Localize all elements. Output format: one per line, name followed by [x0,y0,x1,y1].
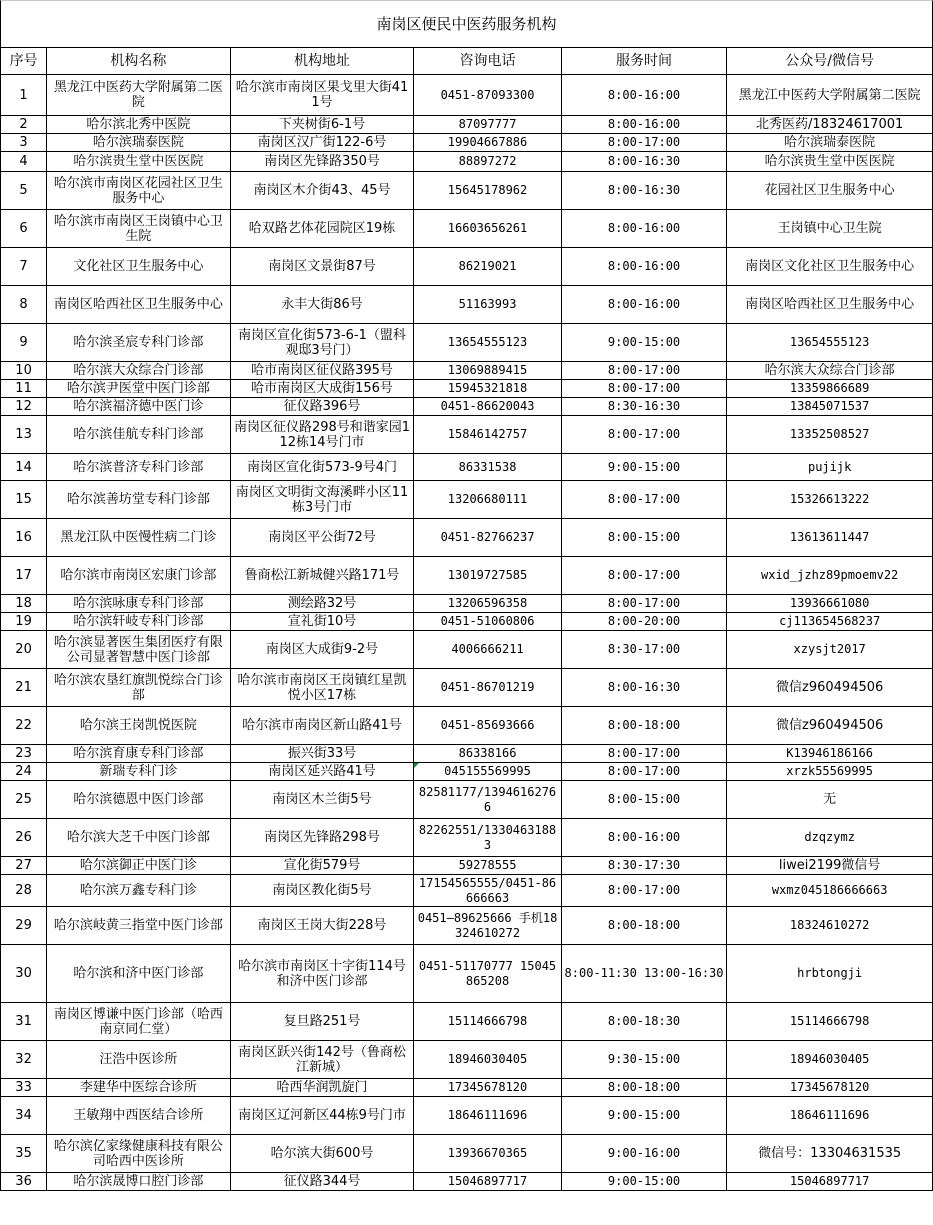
cell-address[interactable]: 振兴街33号 [230,745,414,763]
cell-index[interactable]: 29 [1,907,47,945]
cell-hours[interactable]: 8:00-17:00 [561,595,727,613]
cell-phone[interactable]: 15114666798 [414,1003,561,1041]
table-row [1,907,933,945]
table-row [1,248,933,286]
cell-name[interactable]: 哈尔滨和济中医门诊部 [47,945,231,1003]
cell-phone[interactable]: 18946030405 [414,1041,561,1079]
table-row [1,819,933,857]
cell-hours[interactable]: 8:00-17:00 [561,763,727,781]
cell-name[interactable]: 哈尔滨善坊堂专科门诊部 [47,481,231,519]
cell-index[interactable]: 34 [1,1097,47,1135]
cell-phone[interactable]: 82581177/13946162766 [414,781,561,819]
table-row [1,707,933,745]
cell-address[interactable]: 鲁商松江新城健兴路171号 [230,557,414,595]
cell-name[interactable]: 文化社区卫生服务中心 [47,248,231,286]
cell-index[interactable]: 4 [1,152,47,172]
cell-phone[interactable]: 86219021 [414,248,561,286]
cell-address[interactable]: 南岗区平公街72号 [230,519,414,557]
cell-address[interactable]: 哈尔滨市南岗区新山路41号 [230,707,414,745]
cell-hours[interactable]: 9:00-15:00 [561,454,727,481]
table-row [1,1079,933,1097]
cell-phone[interactable]: 0451-86701219 [414,669,561,707]
cell-index[interactable]: 10 [1,362,47,380]
cell-address[interactable]: 南岗区教化街5号 [230,875,414,907]
cell-name[interactable]: 黑龙江队中医慢性病二门诊 [47,519,231,557]
cell-wechat[interactable]: 微信号：13304631535 [727,1135,933,1173]
table-row [1,1003,933,1041]
cell-index[interactable]: 12 [1,398,47,416]
cell-phone[interactable]: 0451-82766237 [414,519,561,557]
cell-address[interactable]: 复旦路251号 [230,1003,414,1041]
cell-name[interactable]: 南岗区博谦中医门诊部（哈西南京同仁堂） [47,1003,231,1041]
cell-address[interactable]: 南岗区宣化街573-6-1（盟科观邸3号门） [230,324,414,362]
cell-address[interactable]: 哈双路艺体花园院区19栋 [230,210,414,248]
cell-address[interactable]: 南岗区大成街9-2号 [230,631,414,669]
cell-address[interactable]: 南岗区先锋路298号 [230,819,414,857]
cell-wechat[interactable]: 17345678120 [727,1079,933,1097]
cell-hours[interactable]: 8:00-15:00 [561,781,727,819]
cell-wechat[interactable]: 13352508527 [727,416,933,454]
institution-table [0,47,933,1191]
cell-index[interactable]: 11 [1,380,47,398]
cell-wechat[interactable]: liwei2199微信号 [727,857,933,875]
cell-address[interactable]: 南岗区文景街87号 [230,248,414,286]
cell-name[interactable]: 哈尔滨市南岗区宏康门诊部 [47,557,231,595]
cell-phone[interactable]: 86338166 [414,745,561,763]
cell-name[interactable]: 哈尔滨御正中医门诊 [47,857,231,875]
cell-hours[interactable]: 8:00-15:00 [561,519,727,557]
cell-index[interactable]: 22 [1,707,47,745]
cell-phone[interactable]: 17154565555/0451-86666663 [414,875,561,907]
table-row [1,875,933,907]
cell-name[interactable]: 哈尔滨大芝千中医门诊部 [47,819,231,857]
cell-index[interactable]: 36 [1,1173,47,1191]
cell-index[interactable]: 32 [1,1041,47,1079]
cell-wechat[interactable]: wxid_jzhz89pmoemv22 [727,557,933,595]
table-row [1,1173,933,1191]
table-row [1,745,933,763]
cell-wechat[interactable]: dzqzymz [727,819,933,857]
cell-hours[interactable]: 8:00-16:00 [561,210,727,248]
cell-index[interactable]: 27 [1,857,47,875]
cell-phone[interactable]: 13069889415 [414,362,561,380]
table-row [1,116,933,134]
cell-index[interactable]: 3 [1,134,47,152]
cell-wechat[interactable]: 北秀医药/18324617001 [727,116,933,134]
cell-name[interactable]: 哈尔滨岐黄三指堂中医门诊部 [47,907,231,945]
cell-index[interactable]: 2 [1,116,47,134]
cell-phone[interactable]: 82262551/13304631883 [414,819,561,857]
cell-phone[interactable]: 88897272 [414,152,561,172]
cell-address[interactable]: 哈尔滨市南岗区果戈里大街411号 [230,75,414,116]
cell-wechat[interactable]: wxmz045186666663 [727,875,933,907]
cell-address[interactable]: 南岗区宣化街573-9号4门 [230,454,414,481]
header-index[interactable]: 序号 [1,48,47,75]
cell-hours[interactable]: 9:30-15:00 [561,1041,727,1079]
cell-index[interactable]: 9 [1,324,47,362]
cell-name[interactable]: 哈尔滨亿家缘健康科技有限公司哈西中医诊所 [47,1135,231,1173]
cell-name[interactable]: 南岗区哈西社区卫生服务中心 [47,286,231,324]
cell-index[interactable]: 35 [1,1135,47,1173]
cell-phone[interactable]: 0451-51170777 15045865208 [414,945,561,1003]
cell-index[interactable]: 16 [1,519,47,557]
cell-wechat[interactable]: xrzk55569995 [727,763,933,781]
table-row [1,669,933,707]
header-address[interactable]: 机构地址 [230,48,414,75]
cell-wechat[interactable]: 13359866689 [727,380,933,398]
cell-name[interactable]: 汪浩中医诊所 [47,1041,231,1079]
table-row [1,781,933,819]
cell-index[interactable]: 20 [1,631,47,669]
cell-hours[interactable]: 8:00-16:00 [561,286,727,324]
header-hours[interactable]: 服务时间 [561,48,727,75]
cell-wechat[interactable]: 18324610272 [727,907,933,945]
cell-address[interactable]: 南岗区木介街43、45号 [230,172,414,210]
cell-hours[interactable]: 8:30-17:00 [561,631,727,669]
cell-index[interactable]: 15 [1,481,47,519]
table-row [1,613,933,631]
cell-wechat[interactable]: 13936661080 [727,595,933,613]
cell-index[interactable]: 13 [1,416,47,454]
cell-address[interactable]: 下夹树街6-1号 [230,116,414,134]
cell-address[interactable]: 南岗区汉广街122-6号 [230,134,414,152]
cell-wechat[interactable]: 15046897717 [727,1173,933,1191]
cell-name[interactable]: 哈尔滨普济专科门诊部 [47,454,231,481]
cell-hours[interactable]: 8:00-17:00 [561,745,727,763]
table-row [1,75,933,116]
cell-index[interactable]: 25 [1,781,47,819]
cell-name[interactable]: 哈尔滨万鑫专科门诊 [47,875,231,907]
cell-name[interactable]: 哈尔滨咏康专科门诊部 [47,595,231,613]
table-row [1,481,933,519]
cell-phone[interactable]: 18646111696 [414,1097,561,1135]
cell-hours[interactable]: 9:00-15:00 [561,1173,727,1191]
cell-wechat[interactable]: 哈尔滨瑞泰医院 [727,134,933,152]
cell-phone[interactable]: 0451-85693666 [414,707,561,745]
cell-name[interactable]: 哈尔滨德恩中医门诊部 [47,781,231,819]
cell-wechat[interactable]: 13613611447 [727,519,933,557]
cell-address[interactable]: 永丰大街86号 [230,286,414,324]
cell-address[interactable]: 哈尔滨市南岗区王岗镇红星凯悦小区17栋 [230,669,414,707]
cell-phone[interactable]: 16603656261 [414,210,561,248]
cell-name[interactable]: 哈尔滨晟博口腔门诊部 [47,1173,231,1191]
cell-name[interactable]: 哈尔滨王岗凯悦医院 [47,707,231,745]
cell-address[interactable]: 哈尔滨大街600号 [230,1135,414,1173]
cell-phone[interactable]: 87097777 [414,116,561,134]
cell-phone[interactable]: 19904667886 [414,134,561,152]
cell-wechat[interactable]: 南岗区哈西社区卫生服务中心 [727,286,933,324]
cell-hours[interactable]: 9:00-15:00 [561,1097,727,1135]
cell-hours[interactable]: 8:00-17:00 [561,557,727,595]
cell-index[interactable]: 5 [1,172,47,210]
table-row [1,519,933,557]
cell-wechat[interactable]: 15114666798 [727,1003,933,1041]
table-row [1,454,933,481]
cell-name[interactable]: 哈尔滨北秀中医院 [47,116,231,134]
header-row [1,48,933,75]
table-row [1,857,933,875]
table-row [1,1135,933,1173]
cell-address[interactable]: 南岗区先锋路350号 [230,152,414,172]
table-row [1,631,933,669]
cell-wechat[interactable]: xzysjt2017 [727,631,933,669]
cell-wechat[interactable]: 13654555123 [727,324,933,362]
cell-hours[interactable]: 8:00-20:00 [561,613,727,631]
cell-hours[interactable]: 9:00-15:00 [561,324,727,362]
cell-name[interactable]: 哈尔滨大众综合门诊部 [47,362,231,380]
table-row [1,1041,933,1079]
cell-wechat[interactable]: 王岗镇中心卫生院 [727,210,933,248]
cell-address[interactable]: 征仪路396号 [230,398,414,416]
cell-address[interactable]: 哈尔滨市南岗区十字街114号 和济中医门诊部 [230,945,414,1003]
cell-index[interactable]: 23 [1,745,47,763]
cell-wechat[interactable]: 花园社区卫生服务中心 [727,172,933,210]
cell-address[interactable]: 宣化街579号 [230,857,414,875]
cell-hours[interactable]: 8:00-16:00 [561,75,727,116]
cell-phone[interactable]: 4006666211 [414,631,561,669]
cell-index[interactable]: 18 [1,595,47,613]
header-name[interactable]: 机构名称 [47,48,231,75]
cell-name[interactable]: 哈尔滨市南岗区王岗镇中心卫生院 [47,210,231,248]
table-row [1,152,933,172]
table-row [1,398,933,416]
table-row [1,210,933,248]
cell-wechat[interactable]: 18946030405 [727,1041,933,1079]
cell-address[interactable]: 南岗区木兰街5号 [230,781,414,819]
cell-index[interactable]: 7 [1,248,47,286]
cell-name[interactable]: 李建华中医综合诊所 [47,1079,231,1097]
cell-hours[interactable]: 8:00-17:00 [561,481,727,519]
table-body [1,75,933,1191]
cell-hours[interactable]: 8:00-17:00 [561,362,727,380]
table-row [1,362,933,380]
cell-name[interactable]: 哈尔滨市南岗区花园社区卫生服务中心 [47,172,231,210]
cell-phone[interactable]: 86331538 [414,454,561,481]
cell-hours[interactable]: 8:00-16:00 [561,819,727,857]
cell-phone[interactable]: 045155569995 [414,763,561,781]
header-phone[interactable]: 咨询电话 [414,48,561,75]
cell-name[interactable]: 哈尔滨农垦红旗凯悦综合门诊部 [47,669,231,707]
cell-phone[interactable]: 51163993 [414,286,561,324]
cell-name[interactable]: 新瑞专科门诊 [47,763,231,781]
cell-index[interactable]: 26 [1,819,47,857]
cell-wechat[interactable]: hrbtongji [727,945,933,1003]
cell-address[interactable]: 测绘路32号 [230,595,414,613]
cell-phone[interactable]: 0451-87093300 [414,75,561,116]
cell-address[interactable]: 征仪路344号 [230,1173,414,1191]
cell-address[interactable]: 哈西华润凯旋门 [230,1079,414,1097]
table-row [1,380,933,398]
cell-index[interactable]: 31 [1,1003,47,1041]
cell-phone[interactable]: 0451-51060806 [414,613,561,631]
cell-address[interactable]: 南岗区征仪路298号和谐家园112栋14号门市 [230,416,414,454]
cell-wechat[interactable]: 南岗区文化社区卫生服务中心 [727,248,933,286]
cell-address[interactable]: 哈市南岗区征仪路395号 [230,362,414,380]
cell-wechat[interactable]: 无 [727,781,933,819]
cell-phone[interactable]: 15945321818 [414,380,561,398]
cell-hours[interactable]: 8:00-16:30 [561,152,727,172]
cell-address[interactable]: 宣礼街10号 [230,613,414,631]
cell-phone[interactable]: 17345678120 [414,1079,561,1097]
cell-wechat[interactable]: pujijk [727,454,933,481]
table-row [1,595,933,613]
table-row [1,763,933,781]
cell-index[interactable]: 14 [1,454,47,481]
cell-wechat[interactable]: 13845071537 [727,398,933,416]
cell-index[interactable]: 17 [1,557,47,595]
cell-address[interactable]: 南岗区延兴路41号 [230,763,414,781]
table-row [1,134,933,152]
cell-hours[interactable]: 8:00-16:00 [561,116,727,134]
table-title: 南岗区便民中医药服务机构 [0,0,933,47]
cell-name[interactable]: 哈尔滨福济德中医门诊 [47,398,231,416]
cell-name[interactable]: 哈尔滨瑞泰医院 [47,134,231,152]
cell-wechat[interactable]: 微信z960494506 [727,669,933,707]
cell-index[interactable]: 30 [1,945,47,1003]
table-row [1,172,933,210]
cell-phone[interactable]: 13206680111 [414,481,561,519]
cell-phone[interactable]: 13019727585 [414,557,561,595]
table-row [1,557,933,595]
cell-index[interactable]: 24 [1,763,47,781]
cell-hours[interactable]: 9:00-16:00 [561,1135,727,1173]
cell-hours[interactable]: 8:00-17:00 [561,380,727,398]
cell-address[interactable]: 南岗区跃兴街142号（鲁商松江新城） [230,1041,414,1079]
cell-hours[interactable]: 8:00-16:30 [561,669,727,707]
cell-index[interactable]: 1 [1,75,47,116]
cell-wechat[interactable]: K13946186166 [727,745,933,763]
cell-phone[interactable]: 59278555 [414,857,561,875]
cell-wechat[interactable]: cj113654568237 [727,613,933,631]
cell-phone[interactable]: 0451-86620043 [414,398,561,416]
cell-hours[interactable]: 8:30-17:30 [561,857,727,875]
cell-wechat[interactable]: 15326613222 [727,481,933,519]
cell-hours[interactable]: 8:00-18:00 [561,907,727,945]
cell-index[interactable]: 19 [1,613,47,631]
cell-phone[interactable]: 15046897717 [414,1173,561,1191]
cell-name[interactable]: 哈尔滨圣宸专科门诊部 [47,324,231,362]
cell-name[interactable]: 哈尔滨轩岐专科门诊部 [47,613,231,631]
table-row [1,1097,933,1135]
cell-index[interactable]: 21 [1,669,47,707]
cell-phone[interactable]: 13654555123 [414,324,561,362]
table-row [1,945,933,1003]
cell-index[interactable]: 33 [1,1079,47,1097]
cell-name[interactable]: 哈尔滨佳航专科门诊部 [47,416,231,454]
cell-address[interactable]: 南岗区王岗大街228号 [230,907,414,945]
cell-name[interactable]: 王敏翔中西医结合诊所 [47,1097,231,1135]
cell-hours[interactable]: 8:30-16:30 [561,398,727,416]
cell-phone[interactable]: 0451—89625666 手机18324610272 [414,907,561,945]
cell-wechat[interactable]: 微信z960494506 [727,707,933,745]
cell-hours[interactable]: 8:00-11:30 13:00-16:30 [561,945,727,1003]
cell-wechat[interactable]: 黑龙江中医药大学附属第二医院 [727,75,933,116]
cell-wechat[interactable]: 哈尔滨大众综合门诊部 [727,362,933,380]
cell-wechat[interactable]: 哈尔滨贵生堂中医医院 [727,152,933,172]
cell-name[interactable]: 哈尔滨显著医生集团医疗有限公司显著智慧中医门诊部 [47,631,231,669]
table-row [1,416,933,454]
cell-address[interactable]: 南岗区文明街文海溪畔小区11栋3号门市 [230,481,414,519]
cell-hours[interactable]: 8:00-16:30 [561,172,727,210]
cell-phone[interactable]: 15846142757 [414,416,561,454]
cell-hours[interactable]: 8:00-18:30 [561,1003,727,1041]
header-wechat[interactable]: 公众号/微信号 [727,48,933,75]
cell-name[interactable]: 哈尔滨贵生堂中医医院 [47,152,231,172]
cell-name[interactable]: 哈尔滨育康专科门诊部 [47,745,231,763]
cell-wechat[interactable]: 18646111696 [727,1097,933,1135]
cell-hours[interactable]: 8:00-18:00 [561,707,727,745]
cell-hours[interactable]: 8:00-17:00 [561,875,727,907]
cell-phone[interactable]: 15645178962 [414,172,561,210]
cell-phone[interactable]: 13936670365 [414,1135,561,1173]
cell-phone[interactable]: 13206596358 [414,595,561,613]
cell-hours[interactable]: 8:00-17:00 [561,416,727,454]
cell-address[interactable]: 哈市南岗区大成街156号 [230,380,414,398]
cell-hours[interactable]: 8:00-17:00 [561,134,727,152]
cell-hours[interactable]: 8:00-18:00 [561,1079,727,1097]
cell-name[interactable]: 黑龙江中医药大学附属第二医院 [47,75,231,116]
cell-hours[interactable]: 8:00-16:00 [561,248,727,286]
cell-index[interactable]: 6 [1,210,47,248]
table-row [1,286,933,324]
table-row [1,324,933,362]
cell-address[interactable]: 南岗区辽河新区44栋9号门市 [230,1097,414,1135]
cell-name[interactable]: 哈尔滨尹医堂中医门诊部 [47,380,231,398]
cell-index[interactable]: 8 [1,286,47,324]
cell-index[interactable]: 28 [1,875,47,907]
